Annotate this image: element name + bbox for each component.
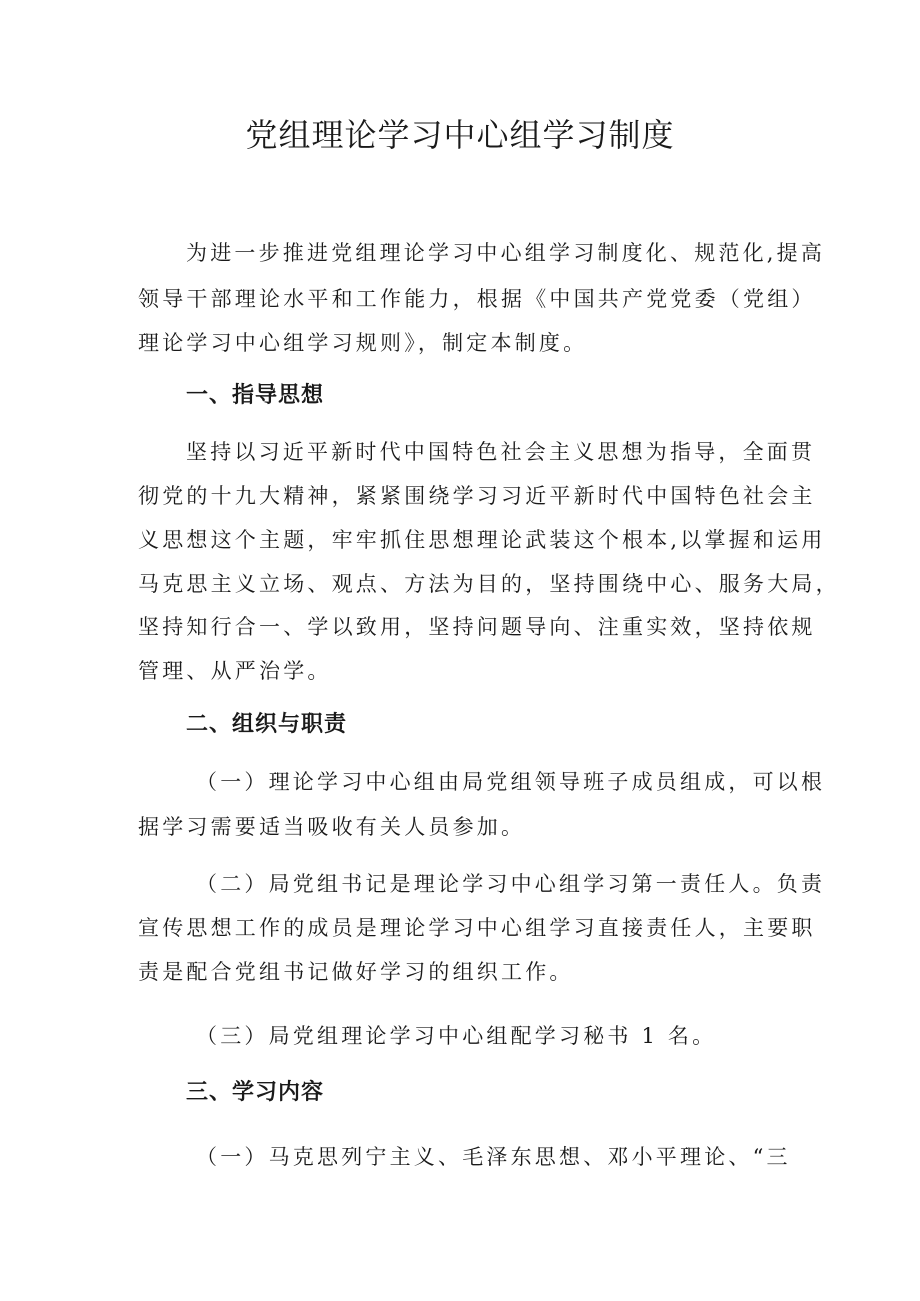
section-2-item-2-line-1: （二）局党组书记是理论学习中心组学习第一责任人。负责: [196, 872, 826, 896]
section-2-item-2-line-2: 宣传思想工作的成员是理论学习中心组学习直接责任人，主要职: [138, 916, 816, 940]
section-1-heading: 一、指导思想: [186, 383, 325, 408]
section-3-item-1-line-1: （一）马克思列宁主义、毛泽东思想、邓小平理论、“三: [196, 1145, 791, 1169]
section-2-item-1-line-1: （一）理论学习中心组由局党组领导班子成员组成，可以根: [196, 770, 826, 794]
intro-line-2: 领导干部理论水平和工作能力，根据《中国共产党党委（党组）: [138, 287, 816, 311]
section-1-line-3: 义思想这个主题，牢牢抓住思想理论武装这个根本,以掌握和运用: [138, 528, 826, 552]
section-2-item-1-line-2: 据学习需要适当吸收有关人员参加。: [138, 815, 526, 839]
section-2-item-2-line-3: 责是配合党组书记做好学习的组织工作。: [138, 960, 574, 984]
intro-line-1: 为进一步推进党组理论学习中心组学习制度化、规范化,提高: [186, 241, 826, 265]
section-3-heading: 三、学习内容: [186, 1080, 325, 1105]
section-1-line-5: 坚持知行合一、学以致用，坚持问题导向、注重实效，坚持依规: [138, 615, 816, 639]
intro-line-3: 理论学习中心组学习规则》，制定本制度。: [138, 331, 588, 355]
document-title: 党组理论学习中心组学习制度: [245, 116, 675, 154]
section-1-line-2: 彻党的十九大精神，紧紧围绕学习习近平新时代中国特色社会主: [138, 484, 816, 508]
section-2-heading: 二、组织与职责: [186, 712, 348, 737]
section-1-line-4: 马克思主义立场、观点、方法为目的，坚持围绕中心、服务大局，: [138, 572, 840, 596]
section-1-line-6: 管理、从严治学。: [138, 659, 332, 683]
section-1-line-1: 坚持以习近平新时代中国特色社会主义思想为指导，全面贯: [186, 440, 816, 464]
section-2-item-3-line-1: （三）局党组理论学习中心组配学习秘书 1 名。: [196, 1024, 717, 1048]
